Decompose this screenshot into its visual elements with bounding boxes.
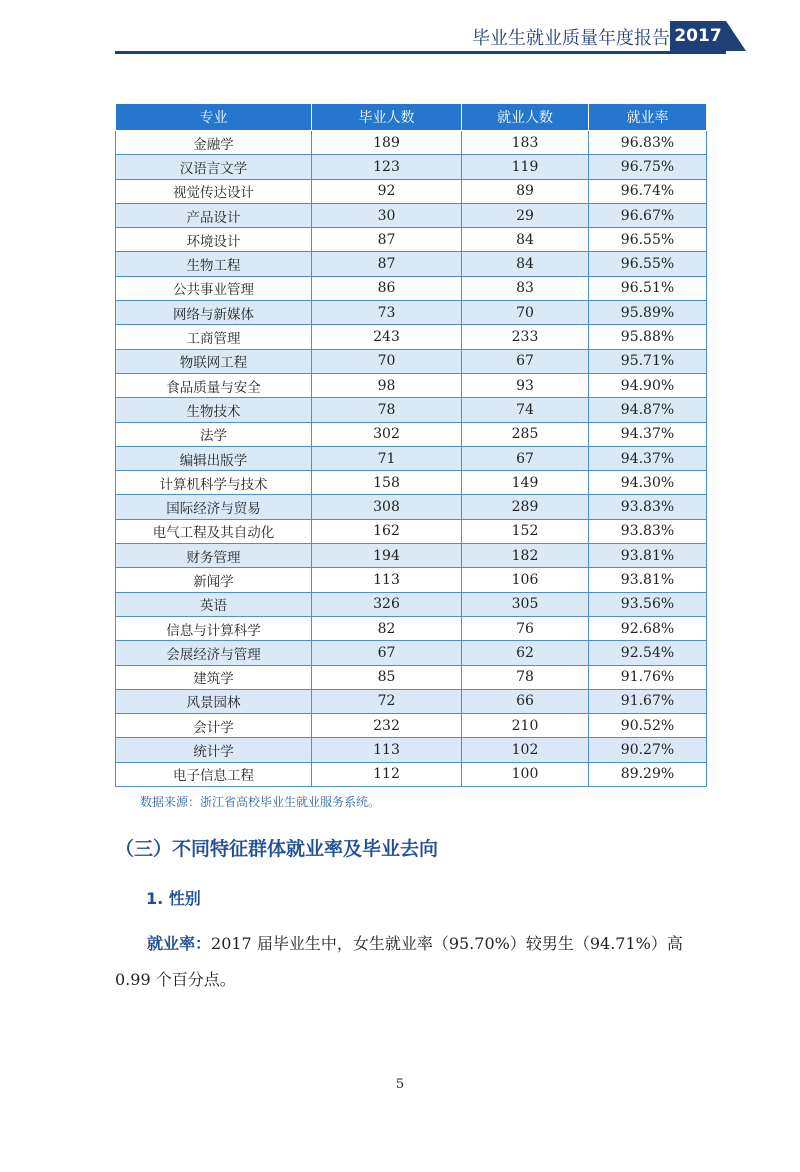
cell-major: 金融学 — [116, 131, 312, 155]
cell-graduates: 67 — [312, 641, 462, 665]
cell-major: 生物技术 — [116, 398, 312, 422]
col-graduates: 毕业人数 — [312, 104, 462, 131]
cell-rate: 95.88% — [589, 325, 707, 349]
cell-graduates: 113 — [312, 738, 462, 762]
cell-major: 财务管理 — [116, 544, 312, 568]
employment-rate-table — [115, 103, 707, 787]
cell-major: 建筑学 — [116, 665, 312, 689]
cell-rate: 94.37% — [589, 446, 707, 470]
cell-major: 新闻学 — [116, 568, 312, 592]
cell-major: 食品质量与安全 — [116, 373, 312, 397]
cell-rate: 94.37% — [589, 422, 707, 446]
cell-major: 物联网工程 — [116, 349, 312, 373]
cell-rate: 96.51% — [589, 276, 707, 300]
cell-graduates: 72 — [312, 689, 462, 713]
sub-section-title: 1. 性别 — [146, 889, 201, 908]
cell-rate: 94.30% — [589, 471, 707, 495]
cell-graduates: 326 — [312, 592, 462, 616]
gender-employment-paragraph — [115, 926, 707, 998]
cell-rate: 95.71% — [589, 349, 707, 373]
report-year-badge: 2017届 — [670, 21, 726, 51]
cell-major: 网络与新媒体 — [116, 301, 312, 325]
cell-major: 汉语言文学 — [116, 155, 312, 179]
cell-employed: 149 — [462, 471, 589, 495]
cell-employed: 67 — [462, 446, 589, 470]
cell-graduates: 78 — [312, 398, 462, 422]
paragraph-body: 2017 届毕业生中，女生就业率（95.70%）较男生（94.71%）高 0.99 个百分点。 — [115, 934, 683, 989]
table-row — [116, 495, 707, 519]
section-title: （三）不同特征群体就业率及毕业去向 — [115, 838, 439, 860]
cell-graduates: 70 — [312, 349, 462, 373]
cell-rate: 96.83% — [589, 131, 707, 155]
col-employment-rate: 就业率 — [589, 104, 707, 131]
cell-rate: 93.83% — [589, 519, 707, 543]
cell-employed: 183 — [462, 131, 589, 155]
cell-graduates: 112 — [312, 762, 462, 786]
table-body — [116, 131, 707, 787]
table-row — [116, 276, 707, 300]
cell-major: 视觉传达设计 — [116, 179, 312, 203]
header-divider — [115, 51, 726, 54]
cell-rate: 96.55% — [589, 228, 707, 252]
cell-graduates: 82 — [312, 616, 462, 640]
cell-graduates: 243 — [312, 325, 462, 349]
cell-graduates: 308 — [312, 495, 462, 519]
table-row — [116, 179, 707, 203]
cell-employed: 102 — [462, 738, 589, 762]
cell-rate: 96.74% — [589, 179, 707, 203]
cell-rate: 89.29% — [589, 762, 707, 786]
cell-major: 产品设计 — [116, 203, 312, 227]
cell-major: 风景园林 — [116, 689, 312, 713]
cell-major: 信息与计算科学 — [116, 616, 312, 640]
header-arrow-decoration — [726, 21, 746, 51]
cell-employed: 29 — [462, 203, 589, 227]
cell-employed: 152 — [462, 519, 589, 543]
cell-employed: 78 — [462, 665, 589, 689]
cell-employed: 89 — [462, 179, 589, 203]
cell-employed: 70 — [462, 301, 589, 325]
cell-rate: 95.89% — [589, 301, 707, 325]
cell-graduates: 302 — [312, 422, 462, 446]
table-row — [116, 155, 707, 179]
cell-employed: 233 — [462, 325, 589, 349]
table-row — [116, 301, 707, 325]
cell-graduates: 158 — [312, 471, 462, 495]
table-row — [116, 568, 707, 592]
col-major: 专业 — [116, 104, 312, 131]
table-row — [116, 519, 707, 543]
cell-employed: 83 — [462, 276, 589, 300]
cell-major: 环境设计 — [116, 228, 312, 252]
cell-employed: 305 — [462, 592, 589, 616]
cell-major: 会展经济与管理 — [116, 641, 312, 665]
cell-rate: 92.54% — [589, 641, 707, 665]
cell-employed: 93 — [462, 373, 589, 397]
cell-major: 英语 — [116, 592, 312, 616]
cell-major: 生物工程 — [116, 252, 312, 276]
table-row — [116, 228, 707, 252]
cell-graduates: 189 — [312, 131, 462, 155]
cell-graduates: 86 — [312, 276, 462, 300]
cell-graduates: 73 — [312, 301, 462, 325]
table-header-row — [116, 104, 707, 131]
cell-employed: 182 — [462, 544, 589, 568]
table-row — [116, 446, 707, 470]
table-row — [116, 471, 707, 495]
cell-graduates: 123 — [312, 155, 462, 179]
table-row — [116, 422, 707, 446]
page-number: 5 — [395, 1077, 405, 1092]
cell-major: 工商管理 — [116, 325, 312, 349]
cell-graduates: 113 — [312, 568, 462, 592]
table-row — [116, 714, 707, 738]
page-header — [0, 0, 800, 76]
cell-graduates: 71 — [312, 446, 462, 470]
table-row — [116, 738, 707, 762]
cell-major: 电子信息工程 — [116, 762, 312, 786]
cell-graduates: 162 — [312, 519, 462, 543]
table-row — [116, 544, 707, 568]
cell-employed: 84 — [462, 252, 589, 276]
table-row — [116, 325, 707, 349]
table-row — [116, 641, 707, 665]
cell-rate: 91.76% — [589, 665, 707, 689]
cell-major: 电气工程及其自动化 — [116, 519, 312, 543]
paragraph-lead: 就业率： — [147, 934, 212, 953]
cell-employed: 84 — [462, 228, 589, 252]
table-row — [116, 203, 707, 227]
table-row — [116, 252, 707, 276]
cell-rate: 91.67% — [589, 689, 707, 713]
cell-employed: 210 — [462, 714, 589, 738]
cell-employed: 119 — [462, 155, 589, 179]
table-row — [116, 398, 707, 422]
cell-graduates: 87 — [312, 252, 462, 276]
cell-employed: 289 — [462, 495, 589, 519]
data-source-note: 数据来源：浙江省高校毕业生就业服务系统。 — [140, 795, 381, 809]
table-row — [116, 689, 707, 713]
cell-employed: 66 — [462, 689, 589, 713]
cell-employed: 62 — [462, 641, 589, 665]
cell-rate: 90.52% — [589, 714, 707, 738]
cell-graduates: 30 — [312, 203, 462, 227]
cell-employed: 67 — [462, 349, 589, 373]
table-row — [116, 592, 707, 616]
table-row — [116, 349, 707, 373]
table-row — [116, 762, 707, 786]
report-title: 毕业生就业质量年度报告 — [472, 28, 670, 49]
table-row — [116, 665, 707, 689]
cell-rate: 93.81% — [589, 544, 707, 568]
cell-employed: 74 — [462, 398, 589, 422]
cell-rate: 96.67% — [589, 203, 707, 227]
table-row — [116, 616, 707, 640]
cell-graduates: 98 — [312, 373, 462, 397]
cell-graduates: 194 — [312, 544, 462, 568]
cell-employed: 106 — [462, 568, 589, 592]
cell-rate: 93.56% — [589, 592, 707, 616]
col-employed: 就业人数 — [462, 104, 589, 131]
cell-graduates: 92 — [312, 179, 462, 203]
cell-rate: 96.75% — [589, 155, 707, 179]
cell-graduates: 87 — [312, 228, 462, 252]
cell-employed: 285 — [462, 422, 589, 446]
cell-rate: 96.55% — [589, 252, 707, 276]
cell-graduates: 232 — [312, 714, 462, 738]
cell-employed: 100 — [462, 762, 589, 786]
cell-rate: 94.87% — [589, 398, 707, 422]
cell-major: 公共事业管理 — [116, 276, 312, 300]
cell-rate: 92.68% — [589, 616, 707, 640]
cell-graduates: 85 — [312, 665, 462, 689]
cell-major: 国际经济与贸易 — [116, 495, 312, 519]
cell-major: 编辑出版学 — [116, 446, 312, 470]
cell-rate: 94.90% — [589, 373, 707, 397]
table-row — [116, 373, 707, 397]
table-row — [116, 131, 707, 155]
cell-rate: 90.27% — [589, 738, 707, 762]
cell-rate: 93.81% — [589, 568, 707, 592]
cell-employed: 76 — [462, 616, 589, 640]
cell-major: 统计学 — [116, 738, 312, 762]
cell-major: 会计学 — [116, 714, 312, 738]
cell-major: 法学 — [116, 422, 312, 446]
cell-major: 计算机科学与技术 — [116, 471, 312, 495]
cell-rate: 93.83% — [589, 495, 707, 519]
